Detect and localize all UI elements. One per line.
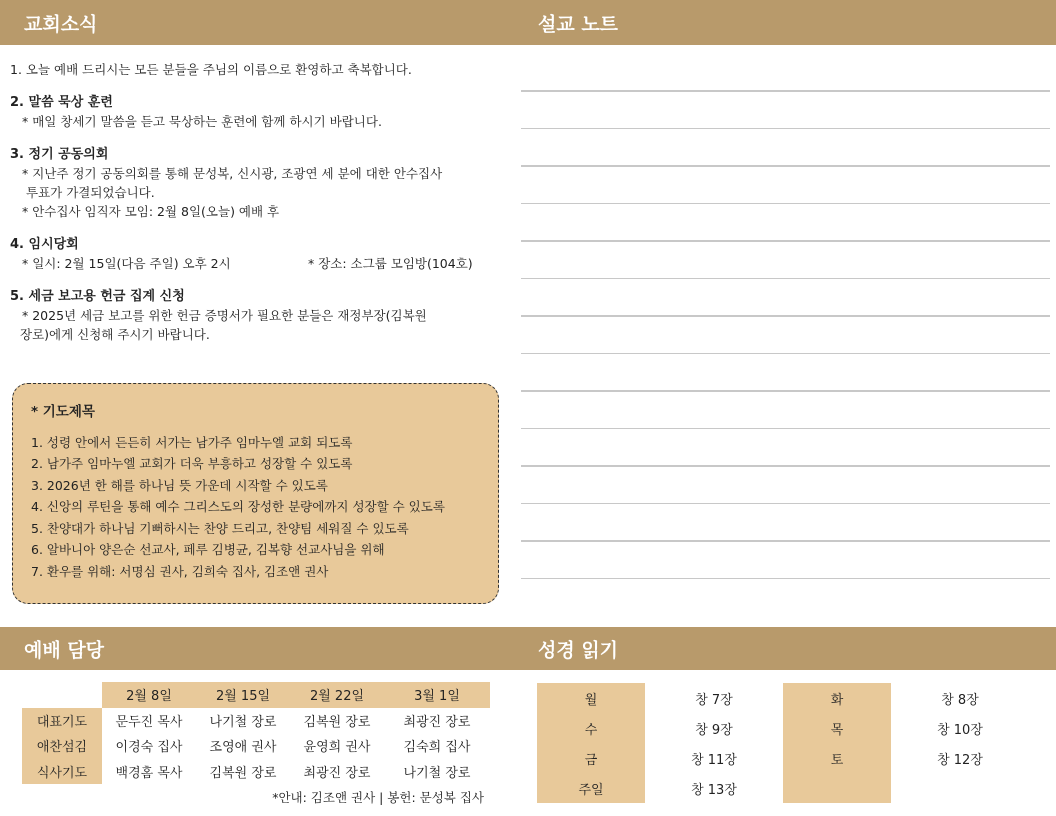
day-cell xyxy=(783,773,891,803)
note-line xyxy=(521,203,1050,205)
name-cell: 최광진 장로 xyxy=(403,714,471,730)
prayer-item: 7. 환우를 위해: 서명심 권사, 김희숙 집사, 김조앤 권사 xyxy=(31,563,329,579)
news-item-2-line: * 매일 창세기 말씀을 듣고 묵상하는 훈련에 함께 하시기 바랍니다. xyxy=(22,114,382,129)
news-item-5-line: 장로)에게 신청해 주시기 바랍니다. xyxy=(20,327,210,342)
note-line xyxy=(521,540,1050,542)
note-line xyxy=(521,353,1050,355)
prayer-title: * 기도제목 xyxy=(31,404,95,420)
reading-cell: 창 7장 xyxy=(695,692,733,708)
prayer-item: 5. 찬양대가 하나님 기뻐하시는 찬양 드리고, 찬양팀 세워질 수 있도록 xyxy=(31,520,409,536)
news-item-2-title: 2. 말씀 묵상 훈련 xyxy=(10,95,113,110)
reading-cell: 창 12장 xyxy=(937,752,983,768)
name-cell: 나기철 장로 xyxy=(209,714,277,730)
bible-reading-heading: 성경 읽기 xyxy=(538,639,619,661)
date-cell: 2월 22일 xyxy=(290,682,384,708)
day-cell: 주일 xyxy=(537,773,645,803)
note-line xyxy=(521,240,1050,242)
reading-cell: 창 9장 xyxy=(695,722,733,738)
reading-cell: 창 11장 xyxy=(691,752,737,768)
prayer-requests-box xyxy=(12,383,499,604)
bottom-header-band xyxy=(0,627,1056,670)
reading-row xyxy=(537,743,1029,773)
bible-reading-table xyxy=(537,683,1029,803)
note-row xyxy=(22,784,490,810)
duty-row xyxy=(22,708,490,734)
name-cell: 조영애 권사 xyxy=(209,740,277,756)
reading-cell: 창 10장 xyxy=(937,722,983,738)
news-item-3-line: * 안수집사 임직자 모임: 2월 8일(오늘) 예배 후 xyxy=(22,204,280,219)
day-cell: 토 xyxy=(783,743,891,773)
name-cell: 김숙희 집사 xyxy=(403,740,471,756)
meeting-date: * 일시: 2월 15일(다음 주일) 오후 2시 xyxy=(22,256,231,271)
note-line xyxy=(521,128,1050,130)
news-item-1-text: 1. 오늘 예배 드리시는 모든 분들을 주님의 이름으로 환영하고 축복합니다. xyxy=(10,62,412,77)
role-cell: 애찬섬김 xyxy=(22,733,102,759)
church-news-heading: 교회소식 xyxy=(24,13,98,35)
note-line xyxy=(521,390,1050,392)
reading-row xyxy=(537,773,1029,803)
date-row xyxy=(22,682,490,708)
day-cell: 화 xyxy=(783,683,891,713)
role-cell: 식사기도 xyxy=(22,759,102,785)
news-item-3 xyxy=(10,145,510,221)
church-news-section xyxy=(10,60,510,358)
name-cell: 김복원 장로 xyxy=(303,714,371,730)
reading-cell: 창 8장 xyxy=(941,692,979,708)
sermon-notes-lines xyxy=(521,90,1050,615)
name-cell: 윤영희 권사 xyxy=(303,740,371,756)
date-cell: 3월 1일 xyxy=(384,682,490,708)
news-item-5 xyxy=(10,287,510,344)
note-line xyxy=(521,578,1050,580)
news-item-5-line: * 2025년 세금 보고를 위한 헌금 증명서가 필요한 분들은 재정부장(김복원 xyxy=(22,308,427,323)
prayer-item: 1. 성령 안에서 든든히 서가는 남가주 임마누엘 교회 되도록 xyxy=(31,434,353,450)
worship-duty-heading: 예배 담당 xyxy=(24,639,105,661)
note-line xyxy=(521,278,1050,280)
note-line xyxy=(521,428,1050,430)
news-item-4-details xyxy=(10,254,510,273)
name-cell: 문두진 목사 xyxy=(115,714,183,730)
news-item-4 xyxy=(10,235,510,273)
day-cell: 수 xyxy=(537,713,645,743)
sermon-notes-heading: 설교 노트 xyxy=(538,13,619,35)
news-item-3-title: 3. 정기 공동의회 xyxy=(10,147,109,162)
news-item-3-line: * 지난주 정기 공동의회를 통해 문성복, 신시광, 조광연 세 분에 대한 안수집사 xyxy=(22,166,443,181)
name-cell: 최광진 장로 xyxy=(303,765,371,781)
note-line xyxy=(521,315,1050,317)
prayer-item: 2. 남가주 임마누엘 교회가 더욱 부흥하고 성장할 수 있도록 xyxy=(31,456,353,471)
news-item-3-line: 투표가 가결되었습니다. xyxy=(26,185,155,200)
note-line xyxy=(521,465,1050,467)
reading-cell: 창 13장 xyxy=(691,782,737,798)
note-line xyxy=(521,90,1050,92)
usher-offering-note: *안내: 김조앤 권사 | 봉헌: 문성복 집사 xyxy=(272,789,484,805)
top-header-band xyxy=(0,0,1056,45)
name-cell: 백경홈 목사 xyxy=(115,765,183,781)
reading-row xyxy=(537,713,1029,743)
name-cell: 김복원 장로 xyxy=(209,765,277,781)
meeting-place: * 장소: 소그룹 모임방(104호) xyxy=(308,256,473,271)
news-item-4-title: 4. 임시당회 xyxy=(10,237,79,252)
date-cell: 2월 15일 xyxy=(196,682,290,708)
duty-row xyxy=(22,733,490,759)
worship-duty-table xyxy=(22,682,490,810)
note-line xyxy=(521,165,1050,167)
role-cell: 대표기도 xyxy=(22,708,102,734)
date-cell: 2월 8일 xyxy=(102,682,196,708)
day-cell: 월 xyxy=(537,683,645,713)
news-item-5-title: 5. 세금 보고용 헌금 집계 신청 xyxy=(10,289,185,304)
prayer-item: 4. 신앙의 루틴을 통해 예수 그리스도의 장성한 분량에까지 성장할 수 있도록 xyxy=(31,499,445,514)
news-item-2 xyxy=(10,93,510,131)
news-item-1 xyxy=(10,60,510,79)
duty-row xyxy=(22,759,490,785)
prayer-item: 3. 2026년 한 해를 하나님 뜻 가운데 시작할 수 있도록 xyxy=(31,477,328,493)
note-line xyxy=(521,503,1050,505)
reading-cell xyxy=(891,773,1029,803)
prayer-item: 6. 알바니아 양은순 선교사, 페루 김병균, 김복향 선교사님을 위해 xyxy=(31,542,385,557)
reading-row xyxy=(537,683,1029,713)
day-cell: 금 xyxy=(537,743,645,773)
day-cell: 목 xyxy=(783,713,891,743)
name-cell: 이경숙 집사 xyxy=(115,740,183,756)
name-cell: 나기철 장로 xyxy=(403,765,471,781)
